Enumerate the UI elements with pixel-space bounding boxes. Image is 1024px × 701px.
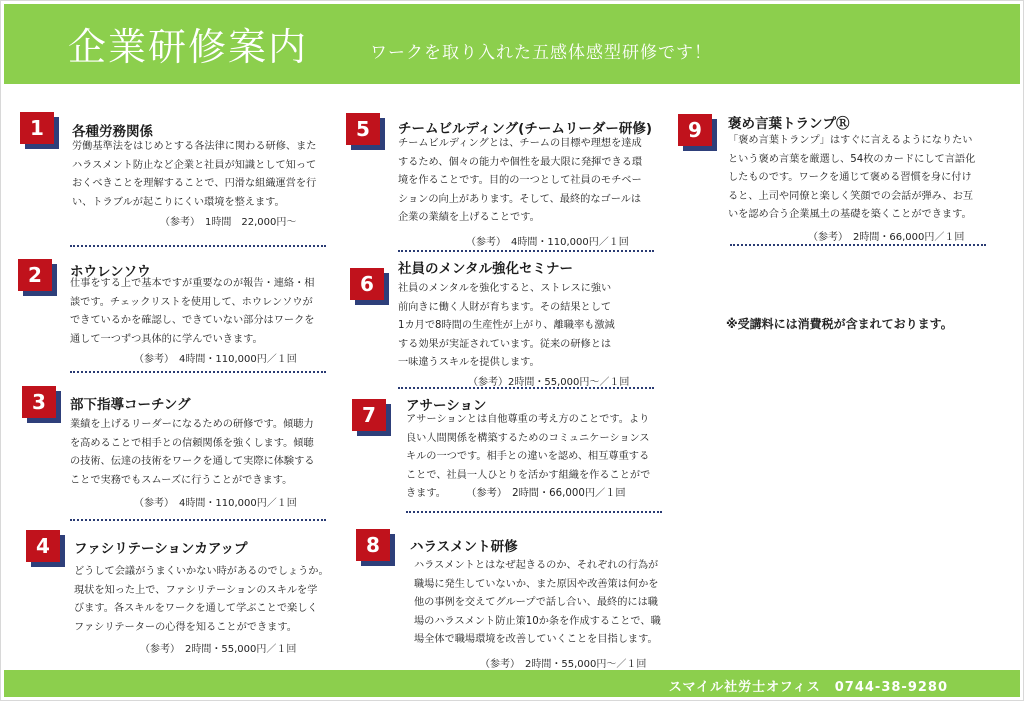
- page-title: 企業研修案内: [68, 25, 309, 69]
- separator: [398, 387, 654, 389]
- course-title: 褒め言葉トランプⓇ: [728, 116, 850, 132]
- tax-note: ※受講料には消費税が含まれております。: [726, 317, 953, 331]
- course-price: （参考） 1時間 22,000円～: [160, 217, 297, 228]
- course-description: 労働基準法をはじめとする各法律に関わる研修、また ハラスメント防止など企業と社員が知識として知って おくべきことを理解することで、円滑な組織運営を行 い、トラブルが起こりにくい環境を整えます。: [72, 141, 317, 208]
- course-title: 社員のメンタル強化セミナー: [398, 261, 573, 277]
- course-title: ファシリテーションカアップ: [74, 541, 248, 557]
- course-number-badge: 2: [18, 259, 52, 291]
- course-title: アサーション: [406, 398, 487, 414]
- course-title: ホウレンソウ: [70, 264, 151, 280]
- course-price: （参考） 4時間・110,000円／１回: [134, 354, 297, 365]
- course-number-badge: 7: [352, 399, 386, 431]
- course-title: チームビルディング(チームリーダー研修): [398, 121, 652, 137]
- course-price: （参考） 4時間・110,000円／１回: [134, 498, 297, 509]
- course-number-badge: 1: [20, 112, 54, 144]
- course-price: （参考） 2時間・55,000円／１回: [140, 644, 297, 655]
- separator: [730, 244, 986, 246]
- footer-contact: スマイル社労士オフィス 0744-38-9280: [668, 680, 948, 695]
- course-number-badge: 3: [22, 386, 56, 418]
- separator: [70, 245, 326, 247]
- course-title: 部下指導コーチング: [70, 397, 191, 413]
- course-description: 仕事をする上で基本ですが重要なのが報告・連絡・相 談です。チェックリストを使用して、ホウレンソウが できているかを確認し、できていない部分はワークを 通して一つずつ具体的に学んでいきます。: [70, 278, 315, 345]
- course-number-badge: 4: [26, 530, 60, 562]
- separator: [70, 371, 326, 373]
- course-description: 社員のメンタルを強化すると、ストレスに強い 前向きに働く人財が育ちます。その結果として 1カ月で8時間の生産性が上がり、離職率も激減 する効果が実証されています。従来の研修とは 一味違うスキルを提供します。: [398, 283, 615, 368]
- course-description: 「褒め言葉トランプ」はすぐに言えるようになりたい という褒め言葉を厳選し、54枚のカードにして言語化 したものです。ワークを通じて褒める習慣を身に付け ると、上司や同僚と楽しく笑顔での会話が弾み、お互 いを認め合う企業風土の基礎を築くことができます。: [728, 135, 976, 220]
- course-description: ハラスメントとはなぜ起きるのか、それぞれの行為が 職場に発生していないか、また原因や改善策は何かを 他の事例を交えてグループで話し合い、最終的には職 場のハラスメント防止策10か条を作成することで、職 場全体で職場環境を改善していくことを目指します。: [414, 560, 661, 645]
- separator: [70, 519, 326, 521]
- course-number-badge: 8: [356, 529, 390, 561]
- course-number-badge: 6: [350, 268, 384, 300]
- course-price: （参考）2時間・55,000円～／１回: [468, 377, 630, 388]
- course-description: アサーションとは自他尊重の考え方のことです。より 良い人間関係を構築するためのコミュニケーションス キルの一つです。相手との違いを認め、相互尊重する ことで、社員一人ひとりを活かす組織を作ることがで きます。 （参考） 2時間・66,000円／１回: [406, 414, 651, 499]
- course-price: （参考） 2時間・55,000円～／１回: [480, 659, 647, 670]
- course-title: ハラスメント研修: [410, 539, 518, 555]
- separator: [406, 511, 662, 513]
- course-number-badge: 5: [346, 113, 380, 145]
- footer-banner: [4, 670, 1020, 697]
- course-description: 業績を上げるリーダーになるための研修です。傾聴力 を高めることで相手との信頼関係を強くします。傾聴 の技術、伝達の技術をワークを通して実際に体験する ことで実務でもスムーズに行うことができます。: [70, 419, 315, 486]
- course-price: （参考） 2時間・66,000円／１回: [808, 232, 965, 243]
- page-subtitle: ワークを取り入れた五感体感型研修です！: [370, 43, 712, 63]
- course-number-badge: 9: [678, 114, 712, 146]
- course-price: （参考） 4時間・110,000円／１回: [466, 237, 629, 248]
- course-title: 各種労務関係: [72, 124, 153, 140]
- course-description: どうして会議がうまくいかない時があるのでしょうか。 現状を知った上で、ファシリテーションのスキルを学 びます。各スキルをワークを通して学ぶことで楽しく ファシリテーターの心得を知ることができます。: [74, 566, 329, 633]
- course-description: チームビルディングとは、チームの目標や理想を達成 するため、個々の能力や個性を最大限に発揮できる環 境を作ることです。目的の一つとして社員のモチベー ションの向上があります。そして、最終的なゴールは 企業の業績を上げることです。: [398, 138, 643, 223]
- separator: [398, 250, 654, 252]
- header-banner: [4, 4, 1020, 84]
